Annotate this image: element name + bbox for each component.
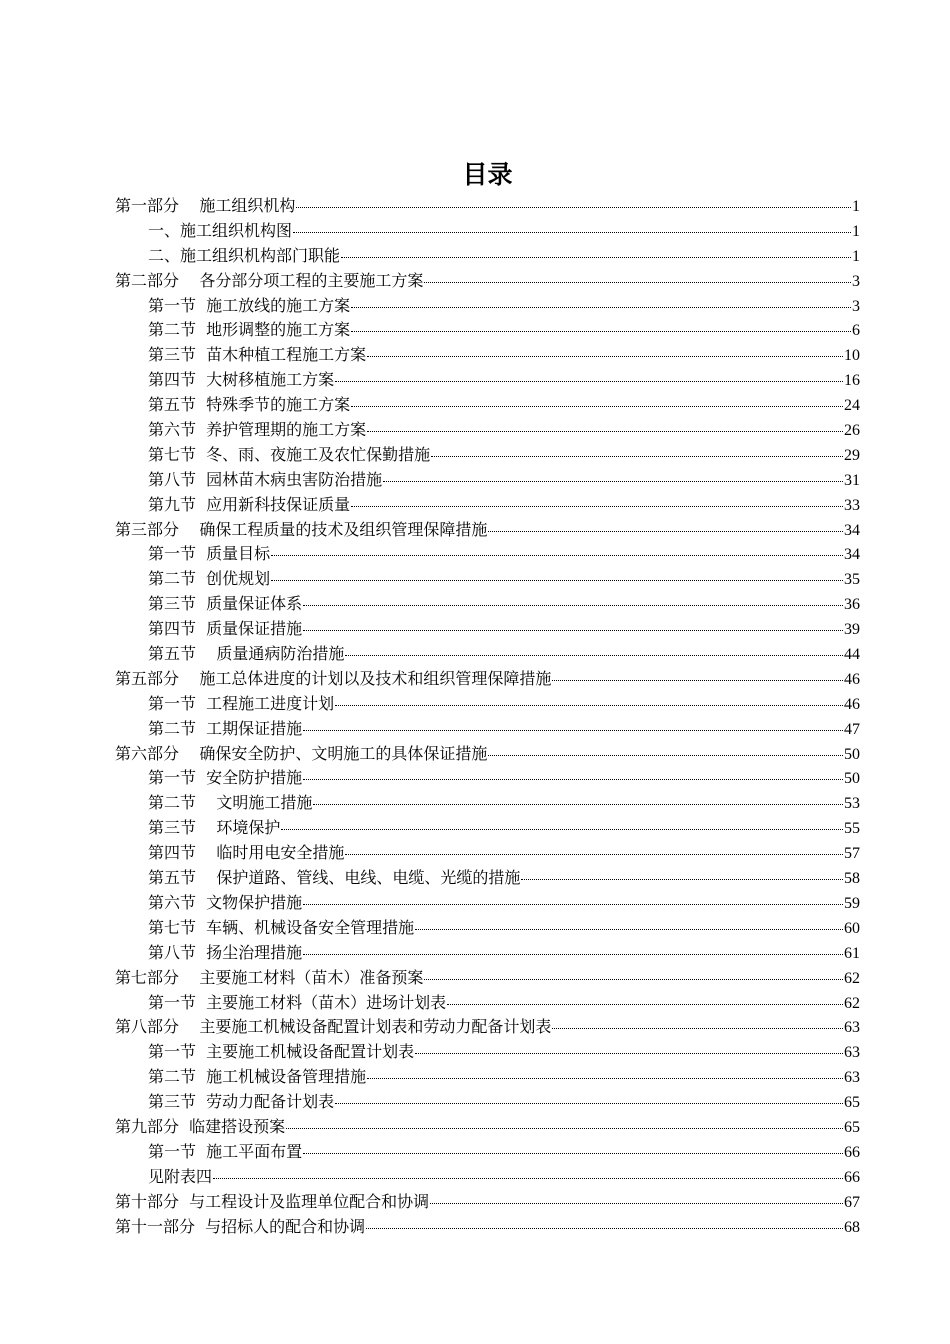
dot-leader (281, 828, 843, 830)
toc-entry[interactable] (115, 617, 860, 642)
toc-entry-label: 第一部分 施工组织机构 (115, 196, 296, 215)
toc-page-number: 67 (844, 1193, 860, 1211)
dot-leader (488, 530, 843, 532)
toc-page-number: 60 (844, 919, 860, 937)
toc-entry-label: 第八节 扬尘治理措施 (148, 942, 303, 962)
toc-entry-label: 第十部分 与工程设计及监理单位配合和协调 (115, 1191, 430, 1211)
toc-page-number: 53 (844, 795, 860, 813)
toc-page-number: 66 (844, 1143, 860, 1161)
dot-leader (415, 928, 843, 930)
toc-entry[interactable] (115, 841, 860, 866)
dot-leader (383, 480, 843, 482)
dot-leader (213, 1177, 843, 1179)
toc-page-number: 63 (844, 1019, 860, 1037)
toc-entry[interactable] (115, 1040, 860, 1065)
toc-entry-label: 第一节 主要施工机械设备配置计划表 (148, 1042, 415, 1062)
toc-entry-label: 第三部分 确保工程质量的技术及组织管理保障措施 (115, 519, 488, 539)
toc-entry[interactable] (115, 294, 860, 319)
dot-leader (521, 878, 843, 880)
toc-page-number: 1 (852, 247, 860, 265)
toc-entry-label: 第六部分 确保安全防护、文明施工的具体保证措施 (115, 743, 488, 763)
toc-entry-label: 见附表四 (148, 1166, 213, 1186)
toc-page-number: 44 (844, 646, 860, 664)
dot-leader (271, 554, 843, 556)
dot-leader (286, 1127, 843, 1129)
toc-page-number: 58 (844, 870, 860, 888)
dot-leader (367, 430, 843, 432)
toc-entry[interactable] (115, 1140, 860, 1165)
toc-page-number: 24 (844, 397, 860, 415)
toc-page-number: 33 (844, 496, 860, 514)
toc-entry[interactable] (115, 194, 860, 219)
dot-leader (335, 1102, 843, 1104)
dot-leader (303, 1152, 843, 1154)
toc-entry[interactable] (115, 667, 860, 692)
toc-entry[interactable] (115, 418, 860, 443)
toc-page-number: 26 (844, 422, 860, 440)
toc-page-number: 68 (844, 1218, 860, 1236)
toc-entry-label: 第二节 工期保证措施 (148, 718, 303, 738)
dot-leader (552, 679, 843, 681)
toc-entry-label: 第三节 环境保护 (148, 818, 281, 838)
toc-entry[interactable] (115, 269, 860, 294)
toc-page-number: 62 (844, 969, 860, 987)
toc-entry-label: 第十一部分 与招标人的配合和协调 (115, 1216, 366, 1236)
toc-entry[interactable] (115, 1215, 860, 1240)
toc-entry[interactable] (115, 717, 860, 742)
toc-entry-label: 第八部分 主要施工机械设备配置计划表和劳动力配备计划表 (115, 1017, 552, 1037)
toc-entry[interactable] (115, 592, 860, 617)
toc-entry[interactable] (115, 791, 860, 816)
toc-entry[interactable] (115, 816, 860, 841)
toc-entry[interactable] (115, 567, 860, 592)
toc-entry[interactable] (115, 542, 860, 567)
toc-entry-label: 第六节 养护管理期的施工方案 (148, 420, 367, 440)
toc-page-number: 29 (844, 446, 860, 464)
toc-entry[interactable] (115, 742, 860, 767)
toc-entry[interactable] (115, 518, 860, 543)
toc-entry[interactable] (115, 866, 860, 891)
toc-entry-label: 第九部分 临建搭设预案 (115, 1116, 286, 1136)
toc-entry-label: 第七部分 主要施工材料（苗木）准备预案 (115, 967, 424, 987)
toc-entry[interactable] (115, 966, 860, 991)
toc-entry[interactable] (115, 1165, 860, 1190)
toc-entry-label: 第四节 大树移植施工方案 (148, 370, 335, 390)
toc-entry-label: 第一节 安全防护措施 (148, 768, 303, 788)
toc-entry-label: 第一节 施工平面布置 (148, 1141, 303, 1161)
dot-leader (488, 754, 843, 756)
toc-page-number: 36 (844, 596, 860, 614)
toc-page-number: 46 (844, 670, 860, 688)
toc-page-number: 35 (844, 571, 860, 589)
toc-entry[interactable] (115, 991, 860, 1016)
dot-leader (552, 1027, 843, 1029)
toc-entry[interactable] (115, 1065, 860, 1090)
toc-entry[interactable] (115, 343, 860, 368)
toc-page-number: 34 (844, 521, 860, 539)
toc-entry-label: 第七节 冬、雨、夜施工及农忙保勤措施 (148, 444, 431, 464)
toc-entry[interactable] (115, 1115, 860, 1140)
toc-page-number: 57 (844, 845, 860, 863)
toc-page-number: 3 (852, 272, 860, 290)
dot-leader (303, 729, 843, 731)
toc-entry-label: 第二部分 各分部分项工程的主要施工方案 (115, 270, 424, 290)
dot-leader (351, 330, 851, 332)
toc-entry-label: 第五节 特殊季节的施工方案 (148, 395, 351, 415)
toc-page-number: 50 (844, 770, 860, 788)
toc-page-number: 59 (844, 894, 860, 912)
toc-entry[interactable] (115, 318, 860, 343)
toc-entry-label: 二、施工组织机构部门职能 (148, 245, 341, 265)
toc-page-number: 3 (852, 297, 860, 315)
toc-page-number: 63 (844, 1069, 860, 1087)
toc-page-number: 65 (844, 1094, 860, 1112)
toc-page-number: 50 (844, 745, 860, 763)
dot-leader (351, 405, 843, 407)
toc-page-number: 10 (844, 347, 860, 365)
toc-entry[interactable] (115, 1090, 860, 1115)
dot-leader (351, 306, 851, 308)
dot-leader (303, 903, 843, 905)
toc-entry[interactable] (115, 916, 860, 941)
dot-leader (271, 579, 843, 581)
dot-leader (424, 978, 843, 980)
toc-page-number: 62 (844, 994, 860, 1012)
dot-leader (367, 1077, 843, 1079)
toc-entry-label: 第二节 创优规划 (148, 569, 271, 589)
toc-title: 目录 (462, 160, 513, 189)
toc-entry-label: 第一节 质量目标 (148, 544, 271, 564)
toc-entry-label: 第五部分 施工总体进度的计划以及技术和组织管理保障措施 (115, 668, 552, 688)
toc-entry[interactable] (115, 468, 860, 493)
toc-entry-label: 第五节 质量通病防治措施 (148, 644, 345, 664)
toc-page-number: 6 (852, 322, 860, 340)
toc-entry[interactable] (115, 1015, 860, 1040)
toc-entry[interactable] (115, 443, 860, 468)
dot-leader (303, 778, 843, 780)
toc-entry-label: 第五节 保护道路、管线、电线、电缆、光缆的措施 (148, 868, 521, 888)
toc-entry-label: 第三节 劳动力配备计划表 (148, 1092, 335, 1112)
dot-leader (345, 654, 843, 656)
dot-leader (303, 629, 843, 631)
dot-leader (431, 455, 843, 457)
dot-leader (303, 953, 843, 955)
toc-page-number: 1 (852, 198, 860, 215)
toc-entry[interactable] (115, 642, 860, 667)
dot-leader (296, 206, 851, 208)
toc-page-number: 55 (844, 820, 860, 838)
toc-entry[interactable] (115, 368, 860, 393)
dot-leader (366, 1227, 843, 1229)
toc-entry-label: 第一节 工程施工进度计划 (148, 693, 335, 713)
dot-leader (293, 231, 851, 233)
toc-entry-label: 第二节 文明施工措施 (148, 793, 313, 813)
toc-page-number: 66 (844, 1168, 860, 1186)
dot-leader (303, 604, 843, 606)
toc-entry-label: 第一节 施工放线的施工方案 (148, 295, 351, 315)
toc-entry[interactable] (115, 393, 860, 418)
dot-leader (341, 256, 851, 258)
toc-page-number: 63 (844, 1044, 860, 1062)
toc-entry[interactable] (115, 219, 860, 244)
table-of-contents (115, 194, 860, 1239)
toc-entry[interactable] (115, 766, 860, 791)
toc-page-number: 46 (844, 695, 860, 713)
dot-leader (415, 1052, 843, 1054)
toc-page-number: 61 (844, 944, 860, 962)
toc-entry-label: 第二节 施工机械设备管理措施 (148, 1067, 367, 1087)
dot-leader (424, 281, 851, 283)
toc-page-number: 31 (844, 471, 860, 489)
toc-entry[interactable] (115, 891, 860, 916)
dot-leader (313, 803, 843, 805)
toc-entry-label: 第九节 应用新科技保证质量 (148, 494, 351, 514)
toc-entry-label: 第一节 主要施工材料（苗木）进场计划表 (148, 992, 447, 1012)
toc-entry[interactable] (115, 1190, 860, 1215)
toc-page-number: 1 (852, 222, 860, 240)
toc-entry-label: 第四节 质量保证措施 (148, 619, 303, 639)
toc-entry[interactable] (115, 692, 860, 717)
dot-leader (430, 1202, 843, 1204)
toc-page-number: 16 (844, 372, 860, 390)
toc-entry-label: 第七节 车辆、机械设备安全管理措施 (148, 917, 415, 937)
dot-leader (351, 505, 843, 507)
toc-page-number: 47 (844, 720, 860, 738)
toc-entry-label: 第三节 质量保证体系 (148, 594, 303, 614)
dot-leader (345, 853, 843, 855)
dot-leader (367, 355, 843, 357)
dot-leader (335, 380, 843, 382)
toc-page-number: 34 (844, 546, 860, 564)
toc-entry-label: 第六节 文物保护措施 (148, 892, 303, 912)
toc-entry[interactable] (115, 244, 860, 269)
toc-page-number: 39 (844, 621, 860, 639)
toc-page-number: 65 (844, 1118, 860, 1136)
toc-entry[interactable] (115, 493, 860, 518)
toc-entry-label: 第四节 临时用电安全措施 (148, 843, 345, 863)
dot-leader (447, 1003, 843, 1005)
toc-entry-label: 第二节 地形调整的施工方案 (148, 320, 351, 340)
toc-entry-label: 第八节 园林苗木病虫害防治措施 (148, 469, 383, 489)
toc-entry-label: 一、施工组织机构图 (148, 220, 293, 240)
dot-leader (335, 704, 843, 706)
toc-entry-label: 第三节 苗木种植工程施工方案 (148, 345, 367, 365)
toc-entry[interactable] (115, 941, 860, 966)
